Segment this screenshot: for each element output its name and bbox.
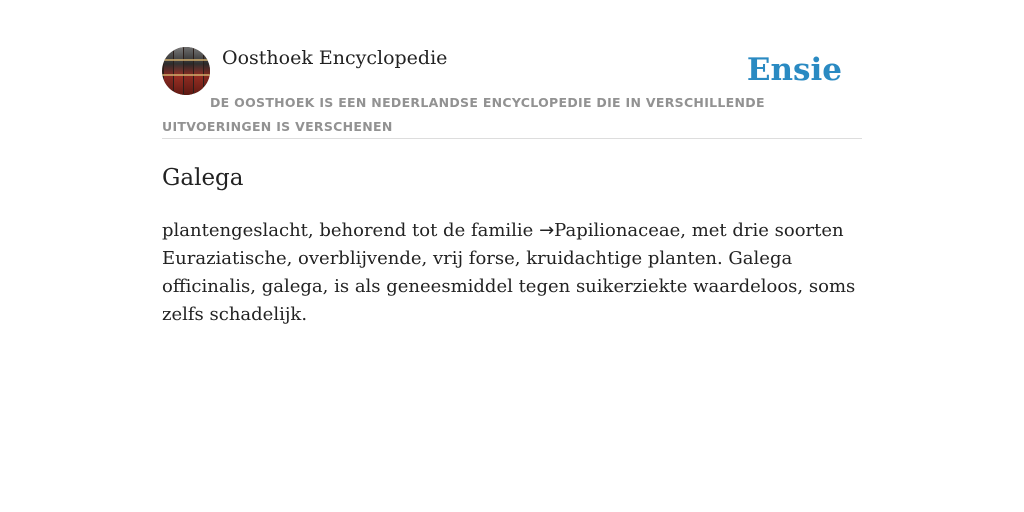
ensie-logo[interactable]: Ensie [746, 52, 842, 88]
book-band [162, 59, 210, 61]
article-title: Galega [162, 165, 244, 191]
book-spine [174, 47, 183, 95]
crossref-label: Papilionaceae [554, 220, 681, 241]
article-text: , met drie soorten Euraziatische, overblijvende, vrij forse, kruidachtige planten. Galega officinalis, galega, is als geneesmiddel tegen suikerziekte waardeloos, soms zelfs schadelijk. [162, 220, 856, 325]
book-spine [184, 47, 193, 95]
book-spine [204, 47, 210, 95]
site-description: DE OOSTHOEK IS EEN NEDERLANDSE ENCYCLOPEDIE DIE IN VERSCHILLENDE UITVOERINGEN IS VERSCHENEN [162, 95, 765, 134]
article-text: plantengeslacht, behorend tot de familie [162, 220, 540, 241]
page-container [162, 46, 862, 325]
book-spine [164, 47, 173, 95]
arrow-right-icon: → [539, 220, 555, 241]
site-title-link[interactable]: Oosthoek Encyclopedie [222, 47, 448, 69]
book-spine [194, 47, 203, 95]
site-header [162, 46, 862, 139]
book-band [162, 74, 210, 76]
avatar[interactable] [162, 47, 210, 95]
crossref-link-papilionaceae[interactable] [539, 220, 680, 241]
article-body [162, 217, 862, 329]
